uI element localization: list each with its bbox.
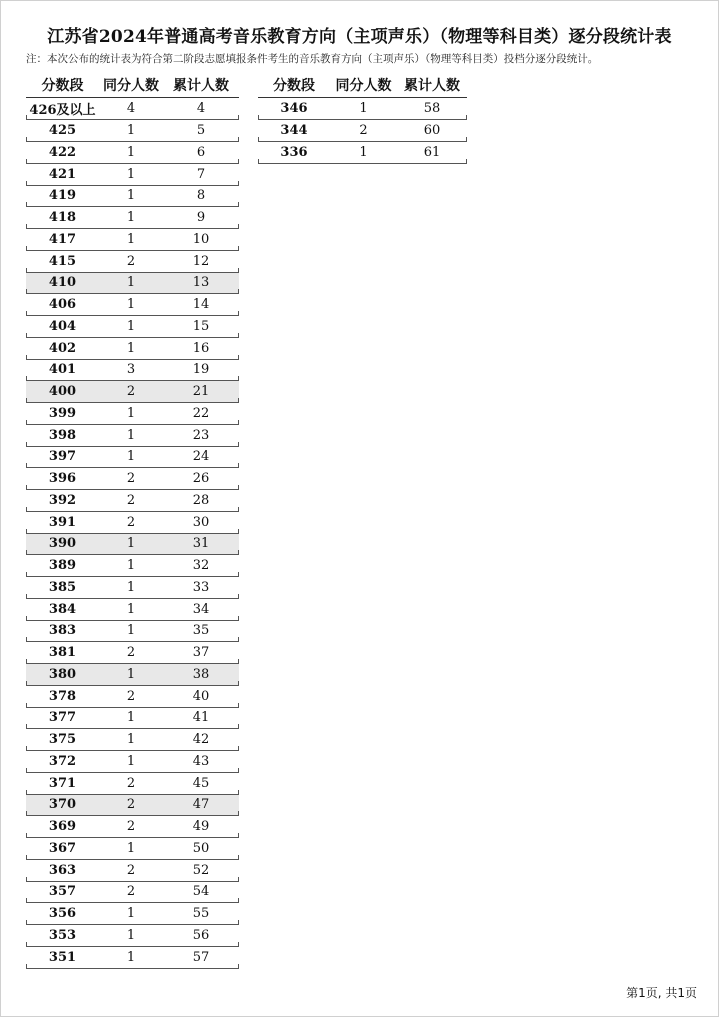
same-count-cell: 3 bbox=[126, 362, 136, 378]
table-row bbox=[26, 773, 239, 795]
same-count-cell: 1 bbox=[359, 101, 368, 117]
table-header bbox=[26, 75, 239, 95]
table-row bbox=[26, 273, 239, 295]
same-count-cell: 1 bbox=[126, 623, 136, 639]
cumulative-cell: 38 bbox=[192, 666, 210, 682]
same-count-cell: 2 bbox=[126, 819, 136, 835]
same-count-cell: 1 bbox=[126, 275, 136, 291]
table-row bbox=[26, 686, 239, 708]
score-cell: 391 bbox=[48, 514, 77, 530]
same-count-cell: 1 bbox=[126, 558, 136, 574]
cumulative-cell: 15 bbox=[192, 318, 210, 334]
same-count-cell: 2 bbox=[359, 123, 368, 139]
score-cell: 375 bbox=[48, 732, 77, 748]
score-cell: 369 bbox=[48, 819, 77, 835]
score-cell: 351 bbox=[48, 949, 77, 965]
table-row bbox=[258, 142, 467, 164]
score-cell: 356 bbox=[48, 906, 77, 922]
same-count-cell: 1 bbox=[126, 753, 136, 769]
same-count-cell: 1 bbox=[126, 601, 136, 617]
cumulative-cell: 47 bbox=[192, 797, 210, 813]
same-count-cell: 1 bbox=[126, 840, 136, 856]
score-cell: 384 bbox=[48, 601, 77, 617]
table-row bbox=[26, 403, 239, 425]
score-cell: 400 bbox=[48, 384, 77, 400]
same-count-cell: 1 bbox=[126, 123, 136, 139]
table-row bbox=[26, 490, 239, 512]
cumulative-cell: 30 bbox=[192, 514, 210, 530]
cumulative-cell: 37 bbox=[192, 645, 210, 661]
score-cell: 389 bbox=[48, 558, 77, 574]
cumulative-cell: 40 bbox=[192, 688, 210, 704]
cumulative-cell: 21 bbox=[192, 384, 210, 400]
table-row bbox=[26, 381, 239, 403]
cumulative-cell: 23 bbox=[192, 427, 210, 443]
header-same-count: 同分人数 bbox=[103, 78, 159, 94]
same-count-cell: 1 bbox=[126, 710, 136, 726]
table-row bbox=[26, 599, 239, 621]
same-count-cell: 1 bbox=[126, 906, 136, 922]
cumulative-cell: 45 bbox=[192, 775, 210, 791]
same-count-cell: 2 bbox=[126, 884, 136, 900]
same-count-cell: 1 bbox=[126, 297, 136, 313]
cumulative-cell: 24 bbox=[192, 449, 210, 465]
score-cell: 419 bbox=[48, 188, 77, 204]
table-row bbox=[26, 512, 239, 534]
score-cell: 383 bbox=[48, 623, 77, 639]
same-count-cell: 2 bbox=[126, 645, 136, 661]
score-cell: 377 bbox=[48, 710, 77, 726]
score-cell: 370 bbox=[48, 797, 77, 813]
same-count-cell: 1 bbox=[126, 318, 136, 334]
table-row bbox=[26, 294, 239, 316]
cumulative-cell: 12 bbox=[192, 253, 210, 269]
table-row bbox=[26, 99, 239, 121]
cumulative-cell: 54 bbox=[192, 884, 210, 900]
table-row bbox=[26, 795, 239, 817]
score-cell: 357 bbox=[48, 884, 77, 900]
score-cell: 426及以上 bbox=[29, 103, 96, 119]
cumulative-cell: 5 bbox=[196, 123, 206, 139]
table-row bbox=[26, 903, 239, 925]
score-cell: 401 bbox=[48, 362, 77, 378]
same-count-cell: 1 bbox=[126, 449, 136, 465]
score-cell: 346 bbox=[280, 101, 308, 117]
cumulative-cell: 6 bbox=[196, 144, 206, 160]
cumulative-cell: 7 bbox=[196, 166, 206, 182]
same-count-cell: 2 bbox=[126, 492, 136, 508]
same-count-cell: 1 bbox=[126, 579, 136, 595]
same-count-cell: 1 bbox=[126, 210, 136, 226]
table-row bbox=[26, 555, 239, 577]
table-row bbox=[26, 947, 239, 969]
same-count-cell: 2 bbox=[126, 471, 136, 487]
table-row bbox=[258, 120, 467, 142]
table-row bbox=[26, 751, 239, 773]
score-cell: 363 bbox=[48, 862, 77, 878]
cumulative-cell: 22 bbox=[192, 405, 210, 421]
cumulative-cell: 31 bbox=[192, 536, 210, 552]
score-cell: 397 bbox=[48, 449, 77, 465]
cumulative-cell: 52 bbox=[192, 862, 210, 878]
score-cell: 390 bbox=[48, 536, 77, 552]
same-count-cell: 1 bbox=[126, 732, 136, 748]
table-row bbox=[26, 816, 239, 838]
cumulative-cell: 32 bbox=[192, 558, 210, 574]
score-cell: 367 bbox=[48, 840, 77, 856]
score-cell: 385 bbox=[48, 579, 77, 595]
table-row bbox=[26, 186, 239, 208]
cumulative-cell: 61 bbox=[423, 144, 441, 160]
cumulative-cell: 41 bbox=[192, 710, 210, 726]
cumulative-cell: 14 bbox=[192, 297, 210, 313]
cumulative-cell: 49 bbox=[192, 819, 210, 835]
score-cell: 425 bbox=[48, 123, 77, 139]
same-count-cell: 1 bbox=[126, 927, 136, 943]
header-cumulative: 累计人数 bbox=[404, 78, 460, 94]
score-cell: 410 bbox=[48, 275, 77, 291]
score-cell: 402 bbox=[48, 340, 77, 356]
same-count-cell: 1 bbox=[126, 231, 136, 247]
cumulative-cell: 58 bbox=[423, 101, 441, 117]
score-cell: 344 bbox=[280, 123, 308, 139]
same-count-cell: 2 bbox=[126, 253, 136, 269]
score-cell: 415 bbox=[48, 253, 77, 269]
score-cell: 371 bbox=[48, 775, 77, 791]
same-count-cell: 2 bbox=[126, 775, 136, 791]
header-score: 分数段 bbox=[41, 78, 84, 94]
cumulative-cell: 10 bbox=[192, 231, 210, 247]
table-row bbox=[26, 664, 239, 686]
cumulative-cell: 42 bbox=[192, 732, 210, 748]
score-cell: 381 bbox=[48, 645, 77, 661]
header-cumulative: 累计人数 bbox=[173, 78, 229, 94]
table-row bbox=[26, 860, 239, 882]
table-row bbox=[26, 534, 239, 556]
table-row bbox=[26, 468, 239, 490]
page-title: 江苏省2024年普通高考音乐教育方向（主项声乐）（物理等科目类）逐分段统计表 bbox=[47, 27, 672, 47]
score-cell: 418 bbox=[48, 210, 77, 226]
same-count-cell: 2 bbox=[126, 797, 136, 813]
table-row bbox=[26, 229, 239, 251]
table-row bbox=[26, 925, 239, 947]
table-row bbox=[26, 316, 239, 338]
table-row bbox=[26, 164, 239, 186]
score-cell: 380 bbox=[48, 666, 77, 682]
cumulative-cell: 57 bbox=[192, 949, 210, 965]
table-row bbox=[26, 729, 239, 751]
same-count-cell: 4 bbox=[126, 101, 136, 117]
same-count-cell: 1 bbox=[126, 666, 136, 682]
same-count-cell: 1 bbox=[126, 536, 136, 552]
same-count-cell: 1 bbox=[359, 144, 368, 160]
table-row bbox=[26, 251, 239, 273]
cumulative-cell: 34 bbox=[192, 601, 210, 617]
score-cell: 422 bbox=[48, 144, 77, 160]
table-row bbox=[26, 360, 239, 382]
table-row bbox=[26, 621, 239, 643]
table-row bbox=[258, 99, 467, 121]
score-cell: 398 bbox=[48, 427, 77, 443]
table-row bbox=[26, 642, 239, 664]
same-count-cell: 1 bbox=[126, 166, 136, 182]
score-cell: 372 bbox=[48, 753, 77, 769]
table-row bbox=[26, 142, 239, 164]
same-count-cell: 1 bbox=[126, 949, 136, 965]
score-cell: 399 bbox=[48, 405, 77, 421]
score-cell: 353 bbox=[48, 927, 77, 943]
table-row bbox=[26, 708, 239, 730]
cumulative-cell: 19 bbox=[192, 362, 210, 378]
cumulative-cell: 28 bbox=[192, 492, 210, 508]
page-footer: 第1页, 共1页 bbox=[626, 986, 697, 1000]
same-count-cell: 1 bbox=[126, 405, 136, 421]
same-count-cell: 1 bbox=[126, 188, 136, 204]
same-count-cell: 2 bbox=[126, 514, 136, 530]
table-row bbox=[26, 207, 239, 229]
score-cell: 417 bbox=[48, 231, 77, 247]
table-note: 注：本次公布的统计表为符合第二阶段志愿填报条件考生的音乐教育方向（主项声乐）（物理等科目类）投档分逐分段统计。 bbox=[26, 53, 599, 65]
same-count-cell: 2 bbox=[126, 384, 136, 400]
table-row bbox=[26, 120, 239, 142]
header-same-count: 同分人数 bbox=[335, 78, 392, 94]
cumulative-cell: 4 bbox=[196, 101, 206, 117]
score-cell: 421 bbox=[48, 166, 77, 182]
table-header bbox=[258, 75, 467, 95]
same-count-cell: 2 bbox=[126, 688, 136, 704]
score-cell: 396 bbox=[48, 471, 77, 487]
score-cell: 404 bbox=[48, 318, 77, 334]
header-score: 分数段 bbox=[273, 78, 315, 94]
cumulative-cell: 16 bbox=[192, 340, 210, 356]
same-count-cell: 1 bbox=[126, 144, 136, 160]
same-count-cell: 1 bbox=[126, 427, 136, 443]
cumulative-cell: 33 bbox=[192, 579, 210, 595]
cumulative-cell: 13 bbox=[192, 275, 210, 291]
score-cell: 392 bbox=[48, 492, 77, 508]
cumulative-cell: 9 bbox=[196, 210, 206, 226]
score-cell: 378 bbox=[48, 688, 77, 704]
cumulative-cell: 56 bbox=[192, 927, 210, 943]
same-count-cell: 1 bbox=[126, 340, 136, 356]
table-row bbox=[26, 838, 239, 860]
cumulative-cell: 43 bbox=[192, 753, 210, 769]
cumulative-cell: 26 bbox=[192, 471, 210, 487]
table-row bbox=[26, 338, 239, 360]
same-count-cell: 2 bbox=[126, 862, 136, 878]
cumulative-cell: 35 bbox=[192, 623, 210, 639]
table-row bbox=[26, 882, 239, 904]
table-row bbox=[26, 577, 239, 599]
cumulative-cell: 8 bbox=[196, 188, 206, 204]
score-cell: 336 bbox=[280, 144, 308, 160]
score-cell: 406 bbox=[48, 297, 77, 313]
cumulative-cell: 60 bbox=[423, 123, 441, 139]
table-row bbox=[26, 447, 239, 469]
table-row bbox=[26, 425, 239, 447]
cumulative-cell: 50 bbox=[192, 840, 210, 856]
cumulative-cell: 55 bbox=[192, 906, 210, 922]
